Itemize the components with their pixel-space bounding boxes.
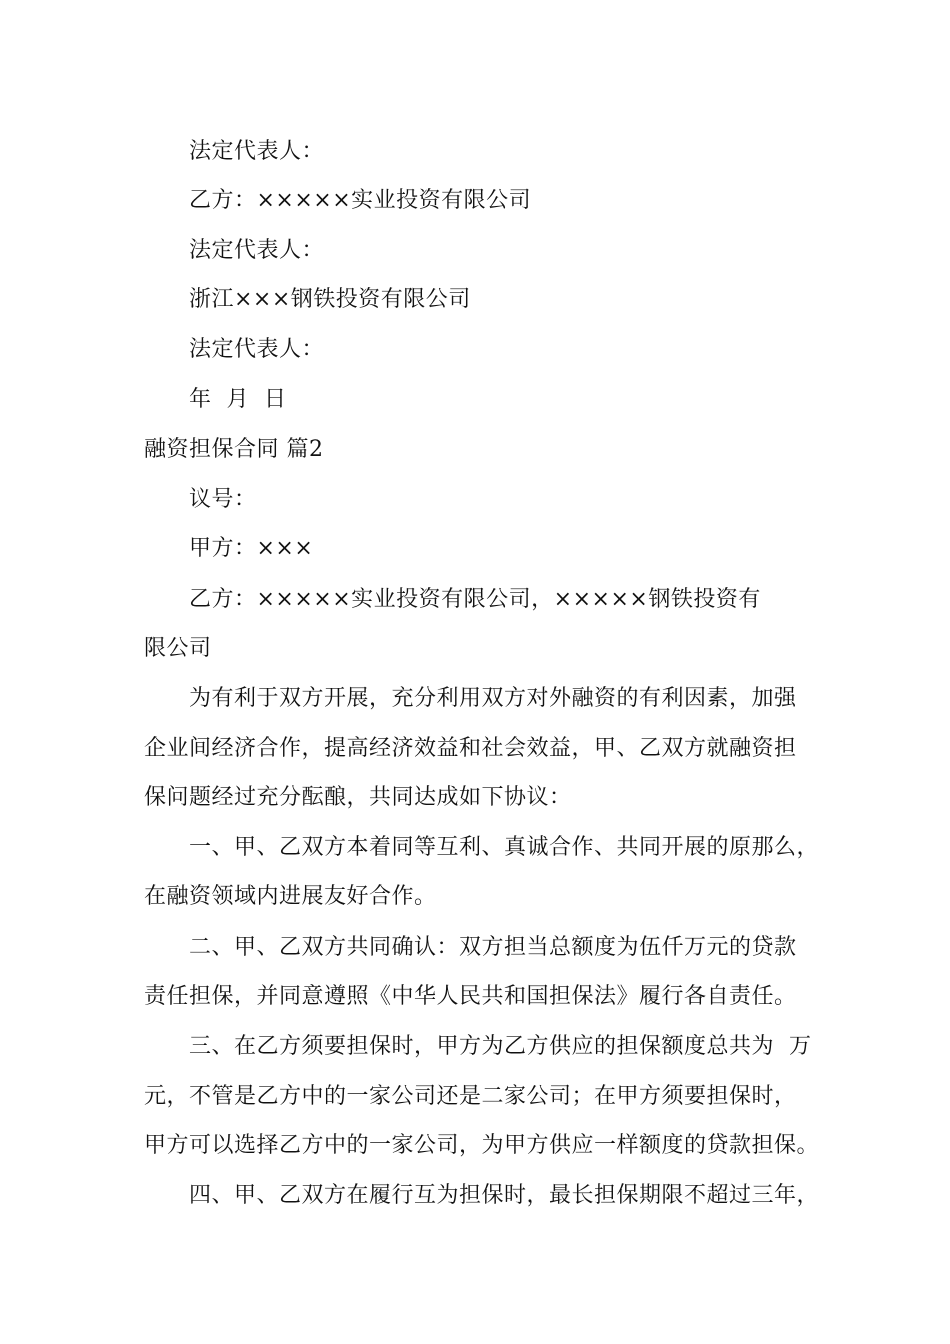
party-b-line-1: 乙方：×××××实业投资有限公司，×××××钢铁投资有 <box>189 587 761 612</box>
party-b-line-2: 限公司 <box>144 636 212 661</box>
clause-1-line-2: 在融资领域内进展友好合作。 <box>144 884 437 909</box>
clause-3-line-1: 三、在乙方须要担保时，甲方为乙方供应的担保额度总共为 万 <box>189 1034 812 1059</box>
date-line: 年 月 日 <box>189 387 287 412</box>
clause-2-line-2: 责任担保，并同意遵照《中华人民共和国担保法》履行各自责任。 <box>144 984 797 1009</box>
clause-4-line-1: 四、甲、乙双方在履行互为担保时，最长担保期限不超过三年， <box>189 1183 820 1208</box>
party-b-name: 乙方：×××××实业投资有限公司 <box>189 188 532 213</box>
preamble-line-1: 为有利于双方开展，充分利用双方对外融资的有利因素，加强 <box>189 686 797 711</box>
preamble-line-3: 保问题经过充分酝酿，共同达成如下协议： <box>144 785 572 810</box>
clause-2-line-1: 二、甲、乙双方共同确认：双方担当总额度为伍仟万元的贷款 <box>189 935 797 960</box>
party-a-representative: 法定代表人： <box>189 139 325 164</box>
preamble-line-2: 企业间经济合作，提高经济效益和社会效益，甲、乙双方就融资担 <box>144 736 797 761</box>
party-c-representative: 法定代表人： <box>189 337 325 362</box>
clause-1-line-1: 一、甲、乙双方本着同等互利、真诚合作、共同开展的原那么， <box>189 835 820 860</box>
agreement-number: 议号： <box>189 487 257 512</box>
party-c-name: 浙江×××钢铁投资有限公司 <box>189 287 471 312</box>
party-a-line: 甲方：××× <box>189 536 314 561</box>
party-b-representative: 法定代表人： <box>189 238 325 263</box>
section-title: 融资担保合同 篇2 <box>144 437 324 462</box>
clause-3-line-3: 甲方可以选择乙方中的一家公司，为甲方供应一样额度的贷款担保。 <box>144 1133 820 1158</box>
clause-3-line-2: 元，不管是乙方中的一家公司还是二家公司；在甲方须要担保时， <box>144 1084 797 1109</box>
